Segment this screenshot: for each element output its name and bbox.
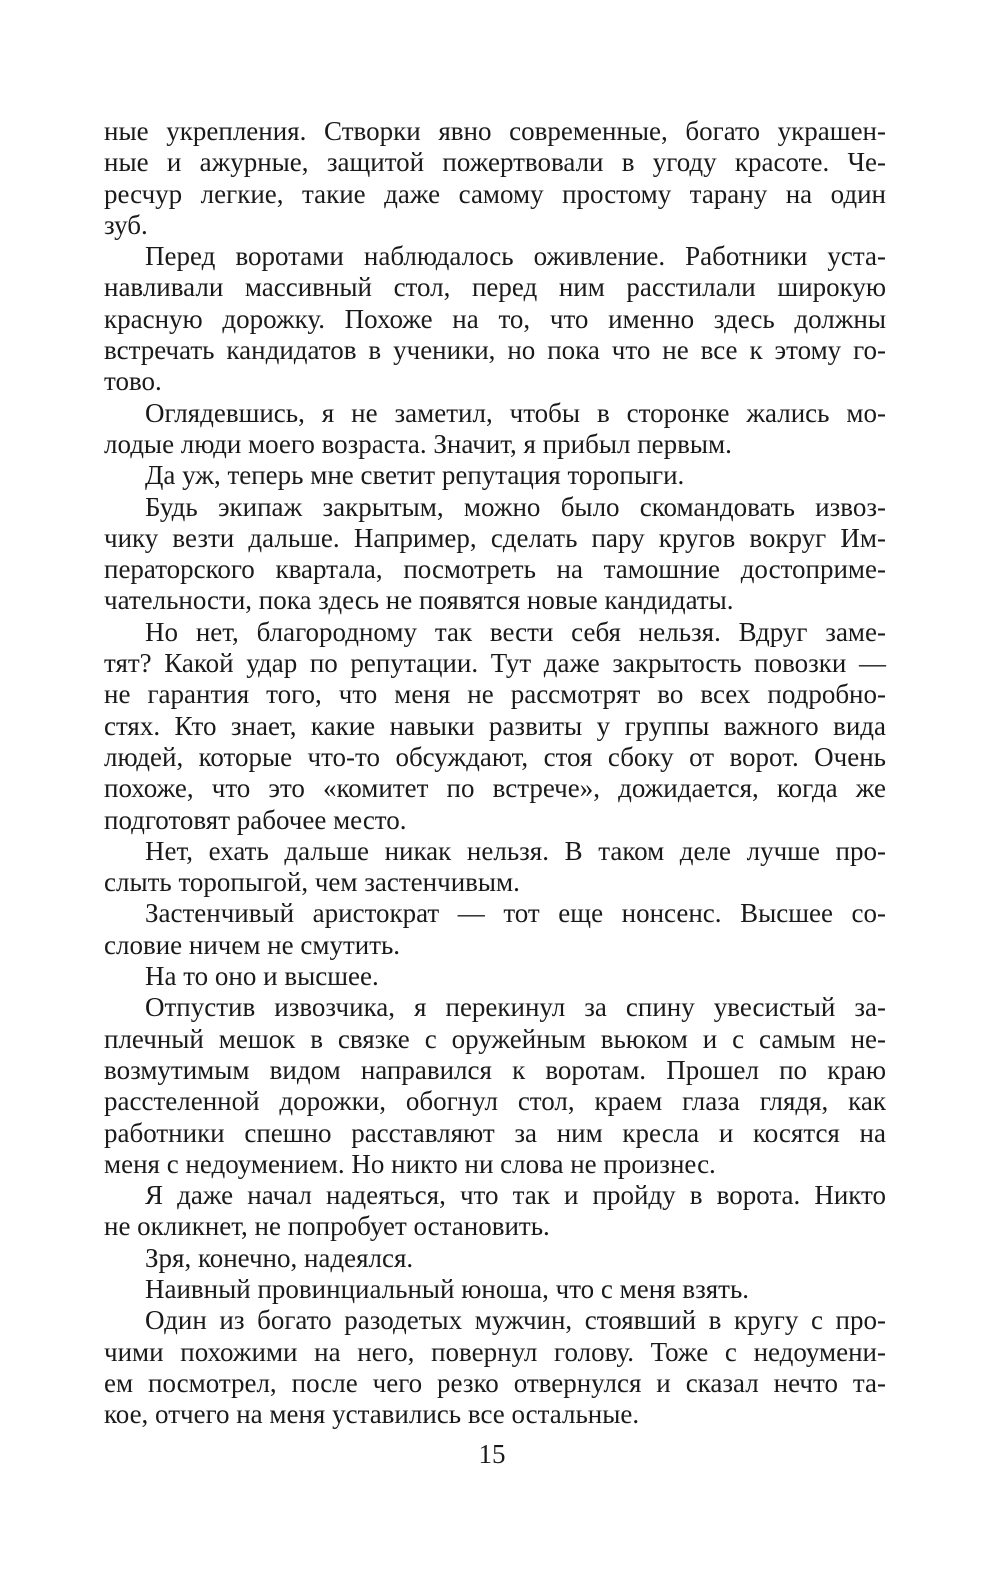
text-line: слыть торопыгой, чем застенчивым. <box>104 867 520 898</box>
text-line: Один из богато разодетых мужчин, стоявший в кругу с про- <box>145 1305 886 1336</box>
text-line: тово. <box>104 366 162 397</box>
text-line: плечный мешок в связке с оружейным вьюком и с самым не- <box>104 1023 886 1054</box>
text-line: Оглядевшись, я не заметил, чтобы в сторонке жались мо- <box>145 397 886 428</box>
paragraph <box>104 398 886 461</box>
text-line: похоже, что это «комитет по встрече», дожидается, когда же <box>104 773 886 804</box>
text-line: Отпустив извозчика, я перекинул за спину увесистый за- <box>145 992 886 1023</box>
paragraph <box>104 992 886 1180</box>
text-line: ператорского квартала, посмотреть на тамошние достоприме- <box>104 554 886 585</box>
text-line: не окликнет, не попробует остановить. <box>104 1211 550 1242</box>
text-line: лодые люди моего возраста. Значит, я прибыл первым. <box>104 428 732 459</box>
text-line: словие ничем не смутить. <box>104 929 401 960</box>
text-line: ресчур легкие, такие даже самому простому тарану на один <box>104 178 886 209</box>
paragraph <box>104 1243 886 1274</box>
text-line: красную дорожку. Похоже на то, что именно здесь должны <box>104 303 886 334</box>
text-line: Да уж, теперь мне светит репутация торопыги. <box>145 460 685 491</box>
text-line: Будь экипаж закрытым, можно было скомандовать извоз- <box>145 491 886 522</box>
paragraph <box>104 1274 886 1305</box>
text-line: Застенчивый аристократ — тот еще нонсенс. Высшее со- <box>145 898 886 929</box>
paragraph <box>104 617 886 836</box>
text-line: стях. Кто знает, какие навыки развиты у группы важного вида <box>104 710 886 741</box>
text-line: встречать кандидатов в ученики, но пока что не все к этому го- <box>104 335 886 366</box>
text-line: Но нет, благородному так вести себя нельзя. Вдруг заме- <box>145 616 886 647</box>
paragraph <box>104 961 886 992</box>
text-line: возмутимым видом направился к воротам. Прошел по краю <box>104 1054 886 1085</box>
paragraph <box>104 1180 886 1243</box>
paragraph <box>104 460 886 491</box>
text-line: не гарантия того, что меня не рассмотрят во всех подробно- <box>104 679 886 710</box>
text-line: навливали массивный стол, перед ним расстилали широкую <box>104 272 886 303</box>
text-line: На то оно и высшее. <box>145 961 379 992</box>
body-text <box>104 116 886 1430</box>
paragraph <box>104 241 886 397</box>
paragraph <box>104 492 886 617</box>
text-line: ные и ажурные, защитой пожертвовали в угоду красоте. Че- <box>104 147 886 178</box>
page-number: 15 <box>478 1439 506 1469</box>
text-line: Зря, конечно, надеялся. <box>145 1242 414 1273</box>
text-line: Нет, ехать дальше никак нельзя. В таком деле лучше про- <box>145 835 886 866</box>
text-line: ные укрепления. Створки явно современные, богато украшен- <box>104 116 886 146</box>
text-line: людей, которые что-то обсуждают, стоя сбоку от ворот. Очень <box>104 741 886 772</box>
text-line: чательности, пока здесь не появятся новые кандидаты. <box>104 585 734 616</box>
text-line: работники спешно расставляют за ним кресла и косятся на <box>104 1117 886 1148</box>
text-line: чику везти дальше. Например, сделать пару кругов вокруг Им- <box>104 522 886 553</box>
paragraph <box>104 836 886 899</box>
text-line: ем посмотрел, после чего резко отвернулся и сказал нечто та- <box>104 1367 886 1398</box>
text-line: чими похожими на него, повернул голову. Тоже с недоумени- <box>104 1336 886 1367</box>
text-line: Наивный провинциальный юноша, что с меня взять. <box>145 1273 750 1304</box>
paragraph <box>104 116 886 241</box>
paragraph <box>104 898 886 961</box>
text-line: подготовят рабочее место. <box>104 804 407 835</box>
paragraph <box>104 1305 886 1430</box>
text-line: кое, отчего на меня уставились все остальные. <box>104 1399 640 1430</box>
text-line: Я даже начал надеяться, что так и пройду в ворота. Никто <box>145 1180 886 1211</box>
text-line: тят? Какой удар по репутации. Тут даже закрытость повозки — <box>104 648 886 679</box>
text-line: меня с недоумением. Но никто ни слова не произнес. <box>104 1148 716 1179</box>
text-line: зуб. <box>104 209 148 240</box>
text-line: Перед воротами наблюдалось оживление. Работники уста- <box>145 241 886 272</box>
text-line: расстеленной дорожки, обогнул стол, краем глаза глядя, как <box>104 1086 886 1117</box>
